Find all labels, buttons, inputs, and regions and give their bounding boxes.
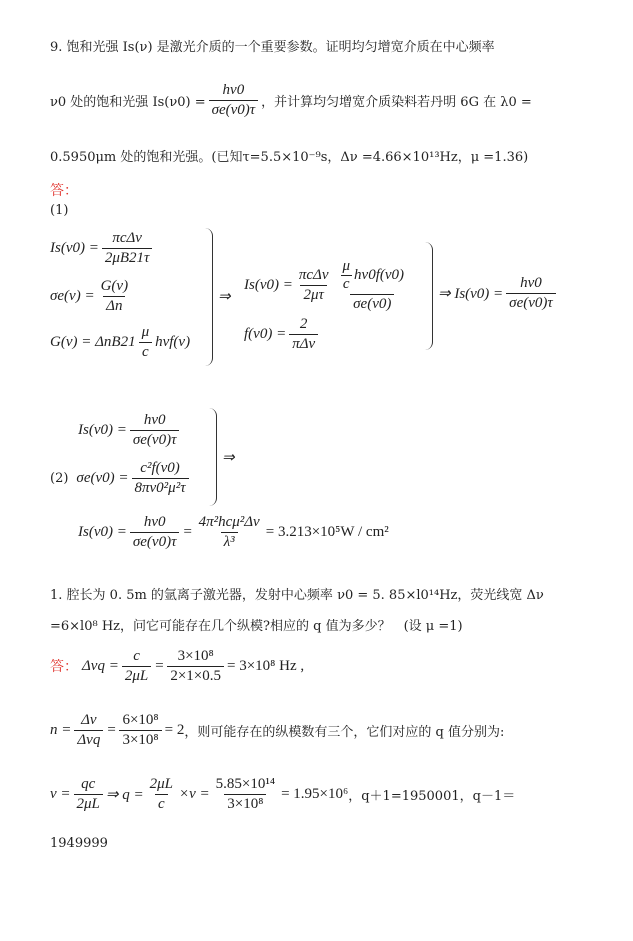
eq1-f-lhs: f(ν0) = (244, 326, 287, 342)
eq1-mid-is (244, 258, 410, 313)
ans-dq-den2: 2×1×0.5 (167, 666, 224, 685)
eq2-sigma-den: 8πν0²μ²τ (132, 478, 189, 497)
problem9-frac-num: hν0 (222, 82, 245, 98)
ans-q-den2: c (155, 794, 168, 813)
eq1-result-num: hν0 (520, 275, 542, 291)
answer-label-1: 答： (50, 183, 78, 199)
eq2-final-lhs: Is(ν0) = (78, 524, 127, 540)
eq1-mid-frac2-den: σe(ν0) (350, 294, 394, 313)
ans-dq-eq: = (154, 658, 165, 674)
eq2-is-num: hν0 (143, 412, 166, 428)
eq1-f-num: 2 (299, 316, 308, 332)
eq2-final-num2: 4π²hcμ²Δν (198, 514, 260, 530)
ans-n-eq: = (106, 722, 117, 738)
eq1-is-den: 2μB21τ (102, 248, 153, 267)
ans-n (50, 712, 504, 749)
arrow-2: ⇒ (222, 450, 235, 466)
problem9-line3: 0.5950μm 处的饱和光强。(已知τ=5.5×10⁻⁹s，Δν =4.66×10¹³Hz，μ =1.36) (50, 150, 529, 165)
eq1-sigma-den: Δn (103, 296, 125, 315)
ans-q-times: ×ν = (178, 786, 210, 802)
problem1-line2: =6×l0⁸ Hz，问它可能存在几个纵模?相应的 q 值为多少？ (设 μ =1) (50, 619, 463, 634)
ans-dq-lhs: Δνq = (82, 658, 119, 674)
ans-n-text: ，则可能存在的纵模数有三个，它们对应的 q 值分别为: (184, 725, 505, 740)
brace-1 (200, 228, 213, 366)
eq1-g (50, 324, 190, 361)
eq2-final-num1: hν0 (143, 514, 166, 530)
ans-last-line: 1949999 (50, 836, 108, 851)
ans-n-den2: 3×10⁸ (119, 730, 161, 749)
eq2-sigma-lhs: σe(ν0) = (76, 470, 129, 486)
eq2-final-den1: σe(ν0)τ (130, 532, 180, 551)
problem9-line2b: ，并计算均匀增宽介质染料若丹明 6G 在 λ0 = (261, 95, 532, 110)
ans-q-lhs: ν = (50, 786, 71, 802)
eq2-is-den: σe(ν0)τ (130, 430, 180, 449)
eq1-mid-frac1-num: πcΔν (298, 267, 329, 283)
eq1-mid-is-lhs: Is(ν0) = (244, 277, 293, 293)
eq1-g-lhs: G(ν) = ΔnB21 (50, 334, 136, 350)
eq1-mid-frac2-num-b: c (342, 276, 350, 292)
brace-3 (204, 408, 217, 506)
eq2-final-eq: = (182, 524, 193, 540)
eq1-result-den: σe(ν0)τ (506, 293, 556, 312)
problem9-frac-den: σe(ν0)τ (209, 100, 259, 119)
problem9-fraction (209, 82, 259, 119)
answer-label-2: 答： (50, 659, 78, 675)
ans-dq-num2: 3×10⁸ (177, 648, 214, 664)
ans-n-num2: 6×10⁸ (122, 712, 159, 728)
eq1-f-den: πΔν (289, 334, 318, 353)
ans-n-result: = 2 (164, 722, 185, 738)
part1-label: (1) (50, 203, 69, 218)
eq1-g-frac-num: μ (141, 324, 150, 340)
brace-2 (420, 242, 433, 350)
part2-label: (2) (50, 471, 69, 486)
ans-q-den1: 2μL (74, 794, 103, 813)
eq2-sigma-num: c²f(ν0) (140, 460, 180, 476)
eq2-final-den2: λ³ (221, 532, 238, 551)
arrow-1: ⇒ (218, 289, 231, 305)
eq1-is-lhs: Is(ν0) = (50, 240, 99, 256)
ans-dq-den1: 2μL (122, 666, 151, 685)
eq1-mid-frac2-num-tail: hν0f(ν0) (354, 267, 405, 283)
ans-n-num1: Δν (81, 712, 97, 728)
ans-n-den1: Δνq (74, 730, 103, 749)
ans-q-den3: 3×10⁸ (224, 794, 266, 813)
ans-delta-q (82, 648, 304, 685)
ans-q-num1: qc (81, 776, 96, 792)
ans-q-num3: 5.85×10¹⁴ (215, 776, 276, 792)
ans-n-lhs: n = (50, 722, 72, 738)
eq1-mid-frac1-den: 2μτ (300, 285, 326, 304)
problem9-line1: 9. 饱和光强 Is(ν) 是激光介质的一个重要参数。证明均匀增宽介质在中心频率 (50, 40, 495, 55)
ans-q-text: ，q＋1=1950001，q－1＝ (348, 789, 516, 804)
eq1-result-lhs: ⇒ Is(ν0) = (438, 286, 504, 302)
eq2-final (78, 514, 389, 551)
eq1-f (244, 316, 321, 353)
ans-q (50, 776, 515, 813)
problem9-line2 (50, 82, 532, 119)
ans-dq-result: = 3×10⁸ Hz , (227, 658, 305, 674)
eq2-final-value: = 3.213×10⁵W / cm² (265, 524, 389, 540)
ans-dq-num1: c (133, 648, 140, 664)
eq1-is (50, 230, 155, 267)
eq1-sigma-num: G(ν) (100, 278, 129, 294)
eq2-is-lhs: Is(ν0) = (78, 422, 127, 438)
eq2-is (78, 412, 182, 449)
problem1-line1: 1. 腔长为 0. 5m 的氩离子激光器，发射中心频率 ν0 = 5. 85×l0¹⁴Hz，荧光线宽 Δν (50, 588, 544, 603)
eq1-g-frac-den: c (139, 342, 152, 361)
eq2-sigma (50, 460, 192, 497)
eq1-is-num: πcΔν (112, 230, 142, 246)
eq1-sigma (50, 278, 134, 315)
eq1-result (438, 275, 559, 312)
ans-q-mid: ⇒ q = (105, 787, 144, 803)
problem9-line2a: ν0 处的饱和光强 Is(ν0) = (50, 95, 206, 110)
eq1-sigma-lhs: σe(ν) = (50, 288, 95, 304)
eq1-g-tail: hνf(ν) (155, 334, 191, 350)
ans-q-num2: 2μL (149, 776, 173, 792)
ans-q-result: = 1.95×10⁶ (281, 786, 349, 802)
eq1-mid-frac2-num-a: μ (342, 258, 351, 274)
